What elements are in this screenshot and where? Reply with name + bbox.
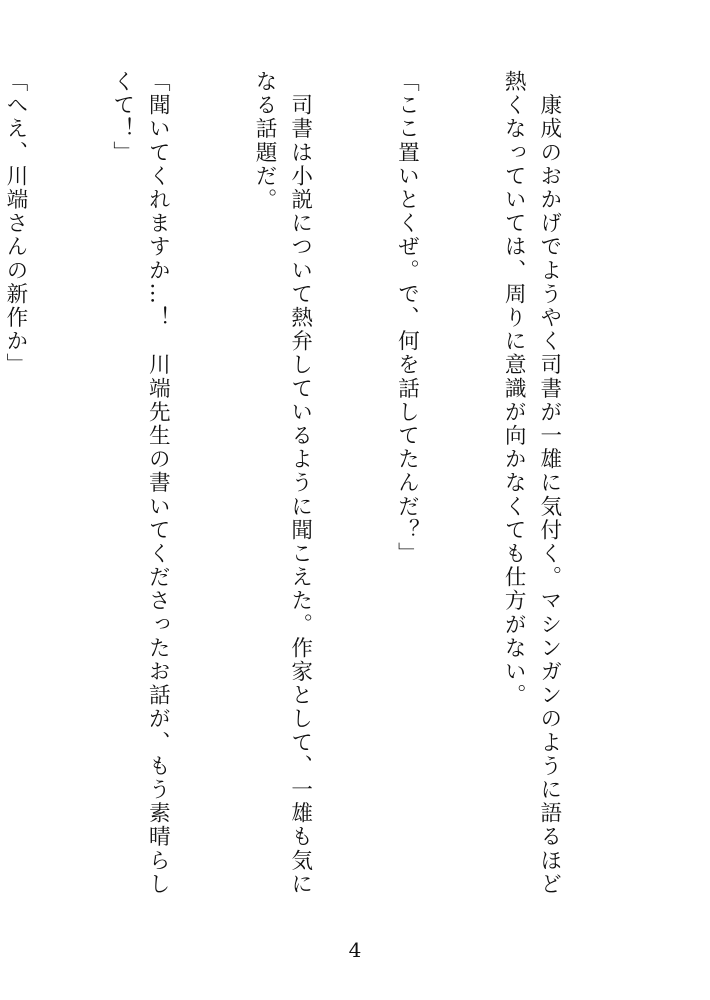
page-number: 4 — [348, 938, 362, 962]
vertical-text-body — [2, 70, 638, 900]
paragraph: 司書は小説について熱弁しているように聞こえた。作家として、一雄も気になる話題だ。 — [252, 70, 313, 896]
paragraph: 「へえ、川端さんの新作か」 — [2, 70, 28, 377]
paragraph: 「ここ置いとくぜ。で、何を話してたんだ？」 — [394, 70, 420, 566]
paragraph: 康成のおかげでようやく司書が一雄に気付く。マシンガンのように語るほど熱くなっていては、周りに意識が向かなくても仕方がない。 — [501, 70, 562, 896]
paragraph: 「聞いてくれますか…！ 川端先生の書いてくださったお話が、もう素晴らしくて！」 — [109, 70, 171, 896]
